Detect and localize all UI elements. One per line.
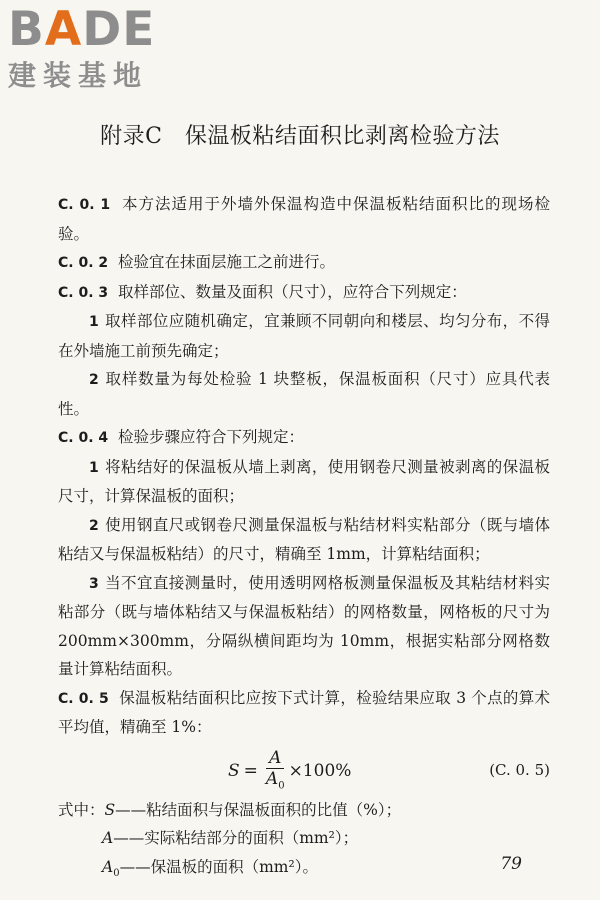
item-number: 1 [89, 459, 99, 476]
where-description: ——实际粘结部分的面积（mm²）； [113, 829, 359, 847]
formula-multiplier: ×100% [288, 761, 352, 782]
formula-fraction [266, 748, 285, 796]
clause-text: 取样部位、数量及面积（尺寸），应符合下列规定： [118, 282, 467, 301]
formula-lhs: S [228, 761, 240, 782]
where-symbol: S [104, 800, 116, 819]
where-prefix: 式中： [58, 800, 105, 819]
logo-chinese-name: 建装基地 [8, 59, 149, 92]
where-symbol: A [102, 829, 114, 847]
clause-number: C. 0. 3 [58, 284, 109, 301]
clause-text: 保温板粘结面积比应按下式计算，检验结果应取 3 个点的算术平均值，精确至 1%： [58, 688, 550, 736]
clause-c03 [58, 278, 550, 308]
bade-logo [8, 4, 183, 92]
where-line [58, 824, 550, 853]
formula-block [58, 744, 550, 794]
formula-denominator: $A_0$ [265, 768, 285, 791]
item-text: 使用钢直尺或钢卷尺测量保温板与粘结材料实粘部分（既与墙体粘结又与保温板粘结）的尺寸，精确至 1mm，计算粘结面积； [58, 515, 550, 563]
formula [228, 748, 351, 796]
item-text: 取样部位应随机确定，宜兼顾不同朝向和楼层、均匀分布，不得在外墙施工前预先确定； [58, 312, 550, 360]
clause-c04 [58, 423, 550, 453]
where-description: ——保温板的面积（mm²）。 [119, 857, 318, 876]
item-number: 1 [89, 314, 99, 330]
item-number: 2 [89, 517, 99, 534]
page-title: 附录C 保温板粘结面积比剥离检验方法 [100, 124, 500, 149]
page-number: 79 [500, 854, 522, 874]
clause-text: 检验宜在抹面层施工之前进行。 [118, 253, 336, 271]
where-line [58, 853, 550, 889]
document-body [58, 190, 550, 888]
clause-number: C. 0. 5 [58, 690, 109, 707]
item-text: 当不宜直接测量时，使用透明网格板测量保温板及其粘结材料实粘部分（既与墙体粘结又与保温板粘结）的网格数量，网格板的尺寸为 200mm×300mm，分隔纵横间距均为 10mm，根据实粘部分网格数量计算粘结面积。 [58, 573, 550, 678]
where-symbol-subscript: 0 [113, 867, 120, 879]
where-symbol: A [102, 857, 114, 876]
clause-c02 [58, 248, 550, 278]
item-text: 取样数量为每处检验 1 块整板，保温板面积（尺寸）应具代表性。 [58, 370, 550, 418]
clause-number: C. 0. 1 [58, 197, 111, 213]
item-number: 2 [89, 372, 99, 388]
clause-c01 [58, 190, 550, 248]
where-line [58, 796, 550, 825]
clause-number: C. 0. 2 [58, 255, 109, 271]
formula-label: (C. 0. 5) [489, 760, 550, 779]
where-description: ——粘结面积与保温板面积的比值（%）； [115, 800, 402, 819]
item-number: 3 [89, 575, 99, 592]
item-text: 将粘结好的保温板从墙上剥离，使用钢卷尺测量被剥离的保温板尺寸，计算保温板的面积； [58, 457, 550, 505]
list-item [58, 307, 550, 365]
formula-numerator: A [266, 748, 284, 769]
formula-equals: = [243, 761, 258, 782]
list-item [58, 511, 550, 569]
list-item [58, 453, 550, 511]
clause-c05 [58, 684, 550, 742]
clause-text: 检验步骤应符合下列规定： [118, 428, 305, 446]
list-item [58, 569, 550, 684]
clause-number: C. 0. 4 [58, 430, 109, 446]
list-item [58, 365, 550, 423]
logo-wordmark: BADE [8, 2, 156, 57]
clause-text: 本方法适用于外墙外保温构造中保温板粘结面积比的现场检验。 [58, 195, 550, 243]
